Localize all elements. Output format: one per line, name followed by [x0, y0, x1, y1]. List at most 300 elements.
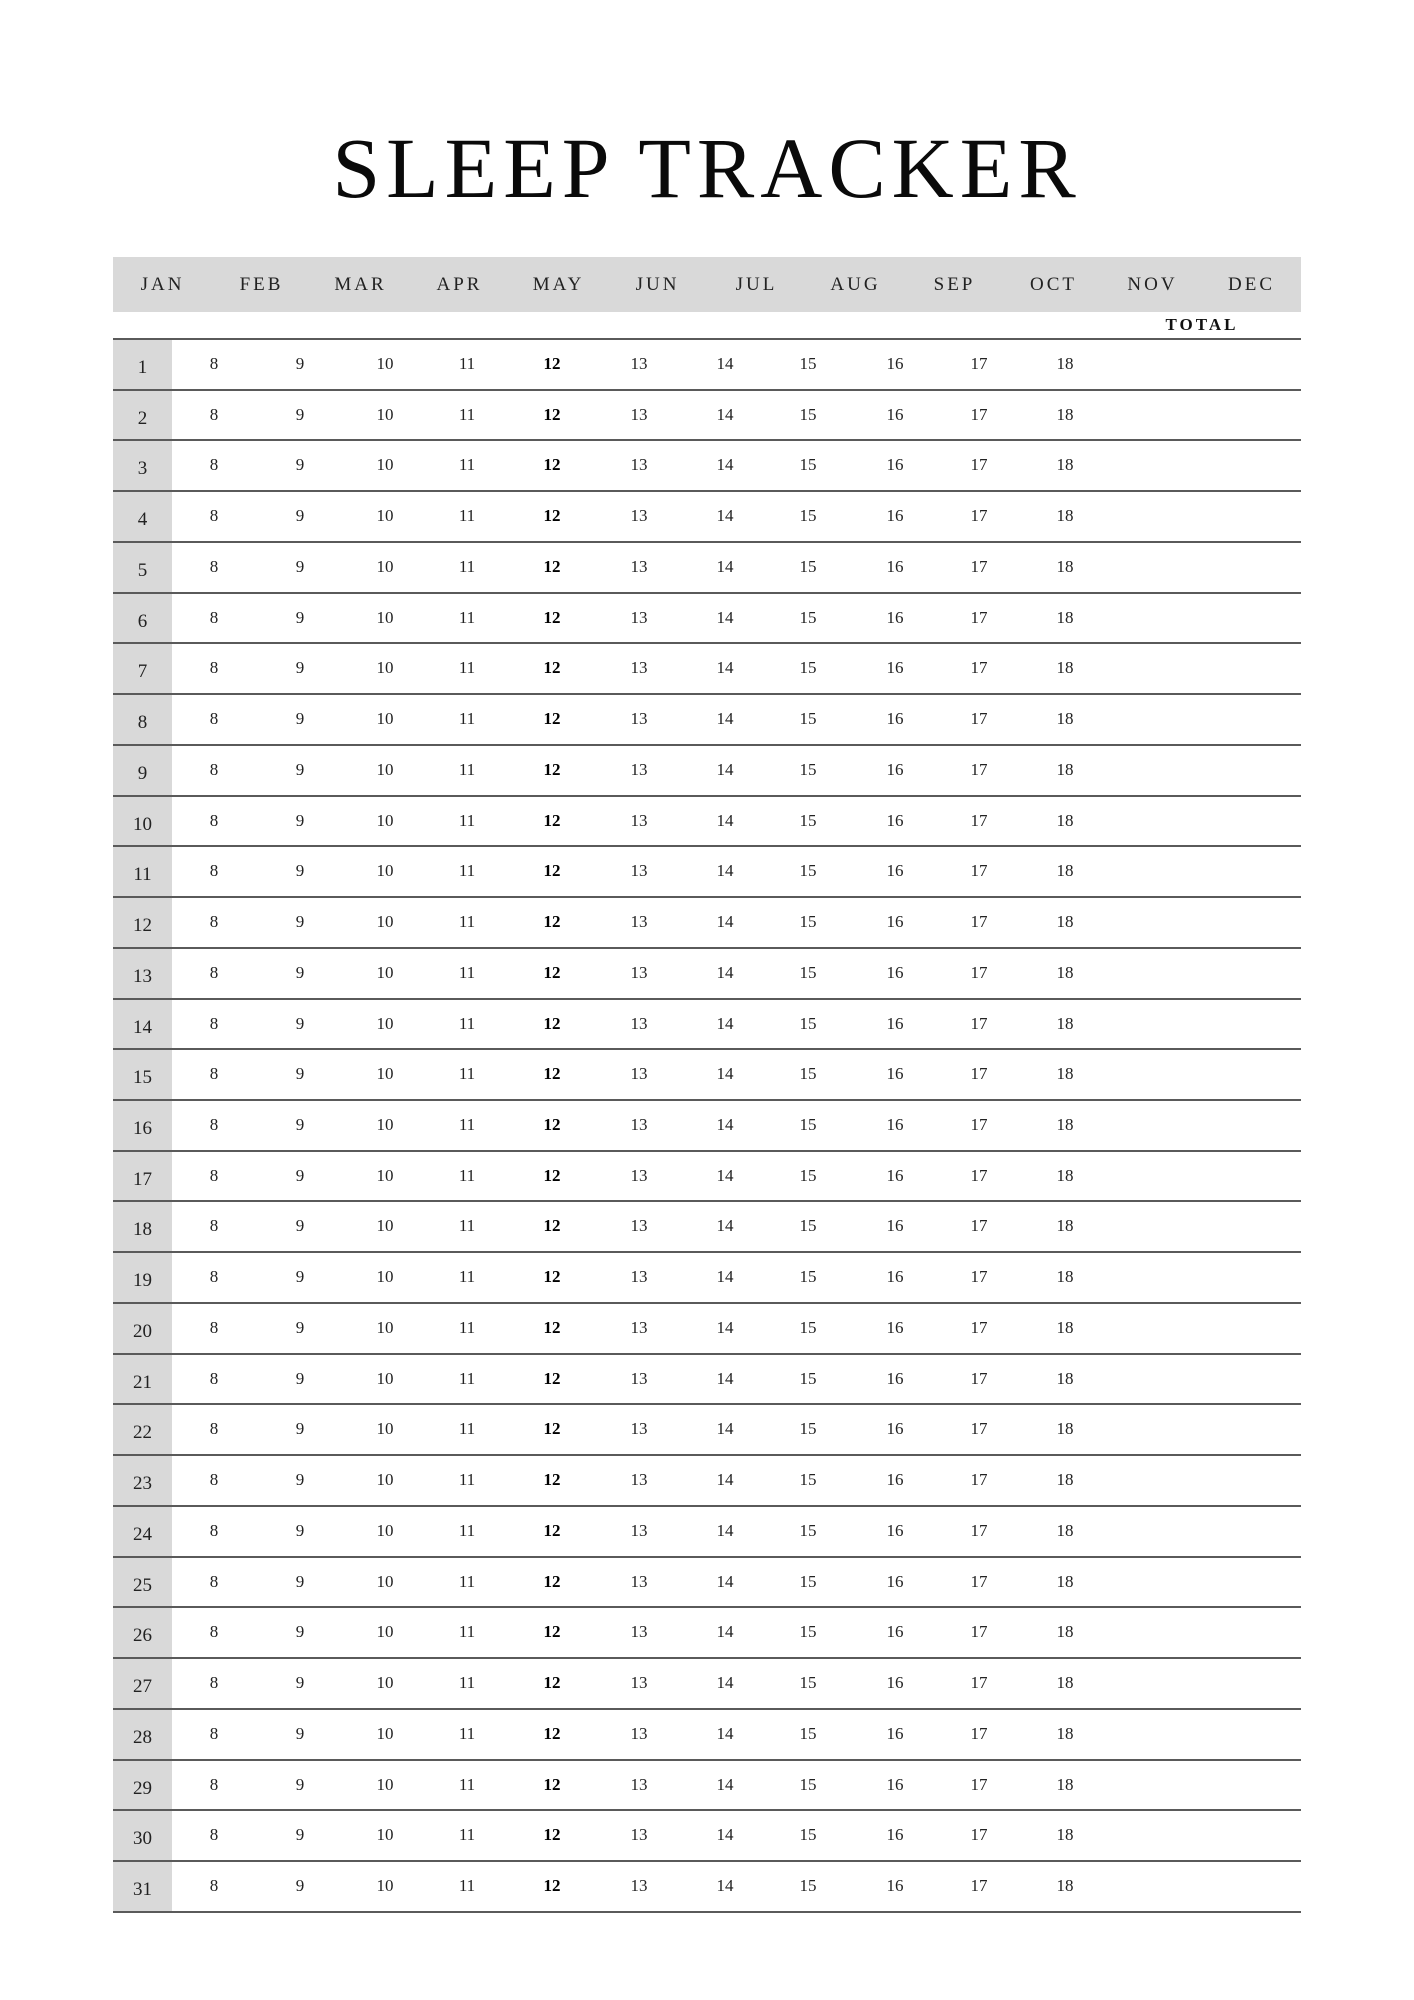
- hour-cell-16[interactable]: 16: [886, 354, 904, 373]
- hour-cell-17[interactable]: 17: [970, 658, 988, 678]
- hour-cell-15[interactable]: 15: [799, 1571, 817, 1591]
- hour-cell-9[interactable]: 9: [295, 912, 305, 932]
- hour-cell-18[interactable]: 18: [1056, 1013, 1074, 1033]
- hour-cell-8[interactable]: 8: [209, 1673, 219, 1693]
- total-cell[interactable]: [1153, 1761, 1301, 1810]
- hour-cell-10[interactable]: 10: [376, 1825, 394, 1845]
- hour-cell-8[interactable]: 8: [209, 861, 219, 881]
- total-cell[interactable]: [1153, 1355, 1301, 1404]
- hour-cell-10[interactable]: 10: [376, 1571, 394, 1591]
- hour-cell-18[interactable]: 18: [1056, 1876, 1074, 1896]
- hour-cell-11[interactable]: 11: [458, 962, 476, 982]
- hour-cell-8[interactable]: 8: [209, 556, 219, 576]
- hour-cell-12[interactable]: 12: [543, 455, 561, 475]
- hour-cell-8[interactable]: 8: [209, 1470, 219, 1490]
- hour-cell-9[interactable]: 9: [295, 962, 305, 982]
- hour-cell-12[interactable]: 12: [543, 1165, 561, 1185]
- hour-cell-11[interactable]: 11: [458, 759, 476, 779]
- hour-cell-8[interactable]: 8: [209, 759, 219, 779]
- hour-cell-11[interactable]: 11: [458, 1470, 476, 1490]
- hour-cell-16[interactable]: 16: [886, 759, 904, 779]
- hour-cell-8[interactable]: 8: [209, 912, 219, 932]
- hour-cell-17[interactable]: 17: [970, 404, 988, 424]
- hour-cell-11[interactable]: 11: [458, 1673, 476, 1693]
- hour-cell-12[interactable]: 12: [543, 1267, 561, 1287]
- hour-cell-9[interactable]: 9: [295, 1064, 305, 1084]
- hour-cell-15[interactable]: 15: [799, 1165, 817, 1185]
- hour-cell-14[interactable]: 14: [716, 404, 734, 424]
- hour-cell-13[interactable]: 13: [630, 607, 648, 627]
- hour-cell-16[interactable]: 16: [886, 1216, 904, 1236]
- hour-cell-10[interactable]: 10: [376, 506, 394, 526]
- hour-cell-8[interactable]: 8: [209, 1622, 219, 1642]
- hour-cell-13[interactable]: 13: [630, 1571, 648, 1591]
- hour-cell-11[interactable]: 11: [458, 1622, 476, 1642]
- total-cell[interactable]: [1153, 1862, 1301, 1911]
- hour-cell-12[interactable]: 12: [543, 1317, 561, 1337]
- hour-cell-10[interactable]: 10: [376, 1115, 394, 1135]
- hour-cell-16[interactable]: 16: [886, 607, 904, 627]
- hour-cell-8[interactable]: 8: [209, 506, 219, 526]
- hour-cell-10[interactable]: 10: [376, 1317, 394, 1337]
- hour-cell-16[interactable]: 16: [886, 556, 904, 576]
- hour-cell-18[interactable]: 18: [1056, 1470, 1074, 1490]
- hour-cell-14[interactable]: 14: [716, 1723, 734, 1743]
- hour-cell-10[interactable]: 10: [376, 658, 394, 678]
- total-cell[interactable]: [1153, 1811, 1301, 1860]
- hour-cell-10[interactable]: 10: [376, 1470, 394, 1490]
- hour-cell-10[interactable]: 10: [376, 1622, 394, 1642]
- hour-cell-8[interactable]: 8: [209, 1064, 219, 1084]
- hour-cell-14[interactable]: 14: [716, 1216, 734, 1236]
- hour-cell-16[interactable]: 16: [886, 455, 904, 475]
- hour-cell-16[interactable]: 16: [886, 1571, 904, 1591]
- hour-cell-11[interactable]: 11: [458, 1013, 476, 1033]
- hour-cell-14[interactable]: 14: [716, 1317, 734, 1337]
- hour-cell-12[interactable]: 12: [543, 912, 561, 932]
- hour-cell-10[interactable]: 10: [376, 759, 394, 779]
- hour-cell-14[interactable]: 14: [716, 455, 734, 475]
- hour-cell-12[interactable]: 12: [543, 1064, 561, 1084]
- hour-cell-8[interactable]: 8: [209, 1115, 219, 1135]
- hour-cell-13[interactable]: 13: [630, 1470, 648, 1490]
- hour-cell-16[interactable]: 16: [886, 1165, 904, 1185]
- hour-cell-15[interactable]: 15: [799, 962, 817, 982]
- hour-cell-18[interactable]: 18: [1056, 1419, 1074, 1439]
- hour-cell-16[interactable]: 16: [886, 1115, 904, 1135]
- hour-cell-15[interactable]: 15: [799, 1216, 817, 1236]
- hour-cell-17[interactable]: 17: [970, 1165, 988, 1185]
- total-cell[interactable]: [1153, 644, 1301, 693]
- total-cell[interactable]: [1153, 1710, 1301, 1759]
- hour-cell-8[interactable]: 8: [209, 354, 219, 373]
- hour-cell-11[interactable]: 11: [458, 607, 476, 627]
- hour-cell-18[interactable]: 18: [1056, 861, 1074, 881]
- hour-cell-17[interactable]: 17: [970, 1774, 988, 1794]
- hour-cell-15[interactable]: 15: [799, 1317, 817, 1337]
- hour-cell-9[interactable]: 9: [295, 1165, 305, 1185]
- hour-cell-13[interactable]: 13: [630, 1825, 648, 1845]
- hour-cell-9[interactable]: 9: [295, 810, 305, 830]
- hour-cell-17[interactable]: 17: [970, 455, 988, 475]
- hour-cell-11[interactable]: 11: [458, 1825, 476, 1845]
- hour-cell-9[interactable]: 9: [295, 1876, 305, 1896]
- hour-cell-18[interactable]: 18: [1056, 1267, 1074, 1287]
- hour-cell-17[interactable]: 17: [970, 962, 988, 982]
- hour-cell-8[interactable]: 8: [209, 1571, 219, 1591]
- hour-cell-13[interactable]: 13: [630, 1267, 648, 1287]
- hour-cell-14[interactable]: 14: [716, 1419, 734, 1439]
- hour-cell-12[interactable]: 12: [543, 1723, 561, 1743]
- hour-cell-10[interactable]: 10: [376, 1673, 394, 1693]
- hour-cell-18[interactable]: 18: [1056, 1622, 1074, 1642]
- hour-cell-10[interactable]: 10: [376, 1267, 394, 1287]
- hour-cell-15[interactable]: 15: [799, 1064, 817, 1084]
- hour-cell-13[interactable]: 13: [630, 1064, 648, 1084]
- hour-cell-18[interactable]: 18: [1056, 1216, 1074, 1236]
- hour-cell-11[interactable]: 11: [458, 709, 476, 729]
- hour-cell-16[interactable]: 16: [886, 1825, 904, 1845]
- total-cell[interactable]: [1153, 1608, 1301, 1657]
- hour-cell-8[interactable]: 8: [209, 1317, 219, 1337]
- total-cell[interactable]: [1153, 441, 1301, 490]
- hour-cell-15[interactable]: 15: [799, 709, 817, 729]
- hour-cell-16[interactable]: 16: [886, 962, 904, 982]
- hour-cell-11[interactable]: 11: [458, 861, 476, 881]
- hour-cell-18[interactable]: 18: [1056, 354, 1074, 373]
- hour-cell-13[interactable]: 13: [630, 1673, 648, 1693]
- hour-cell-17[interactable]: 17: [970, 1317, 988, 1337]
- hour-cell-17[interactable]: 17: [970, 1064, 988, 1084]
- hour-cell-12[interactable]: 12: [543, 658, 561, 678]
- hour-cell-15[interactable]: 15: [799, 556, 817, 576]
- hour-cell-11[interactable]: 11: [458, 1876, 476, 1896]
- hour-cell-16[interactable]: 16: [886, 1267, 904, 1287]
- hour-cell-12[interactable]: 12: [543, 1419, 561, 1439]
- hour-cell-17[interactable]: 17: [970, 1013, 988, 1033]
- hour-cell-18[interactable]: 18: [1056, 709, 1074, 729]
- hour-cell-15[interactable]: 15: [799, 1774, 817, 1794]
- hour-cell-15[interactable]: 15: [799, 861, 817, 881]
- hour-cell-18[interactable]: 18: [1056, 506, 1074, 526]
- total-cell[interactable]: [1153, 746, 1301, 795]
- hour-cell-14[interactable]: 14: [716, 810, 734, 830]
- hour-cell-16[interactable]: 16: [886, 1470, 904, 1490]
- hour-cell-10[interactable]: 10: [376, 1165, 394, 1185]
- hour-cell-12[interactable]: 12: [543, 962, 561, 982]
- hour-cell-9[interactable]: 9: [295, 1723, 305, 1743]
- hour-cell-9[interactable]: 9: [295, 709, 305, 729]
- hour-cell-17[interactable]: 17: [970, 506, 988, 526]
- hour-cell-9[interactable]: 9: [295, 1216, 305, 1236]
- hour-cell-11[interactable]: 11: [458, 810, 476, 830]
- hour-cell-15[interactable]: 15: [799, 912, 817, 932]
- hour-cell-12[interactable]: 12: [543, 1013, 561, 1033]
- hour-cell-17[interactable]: 17: [970, 709, 988, 729]
- hour-cell-18[interactable]: 18: [1056, 1825, 1074, 1845]
- hour-cell-8[interactable]: 8: [209, 810, 219, 830]
- total-cell[interactable]: [1153, 1000, 1301, 1049]
- hour-cell-13[interactable]: 13: [630, 404, 648, 424]
- hour-cell-12[interactable]: 12: [543, 556, 561, 576]
- hour-cell-8[interactable]: 8: [209, 1723, 219, 1743]
- hour-cell-12[interactable]: 12: [543, 861, 561, 881]
- hour-cell-11[interactable]: 11: [458, 1520, 476, 1540]
- hour-cell-15[interactable]: 15: [799, 1520, 817, 1540]
- hour-cell-8[interactable]: 8: [209, 962, 219, 982]
- hour-cell-12[interactable]: 12: [543, 506, 561, 526]
- hour-cell-12[interactable]: 12: [543, 1622, 561, 1642]
- hour-cell-9[interactable]: 9: [295, 1267, 305, 1287]
- hour-cell-18[interactable]: 18: [1056, 607, 1074, 627]
- hour-cell-17[interactable]: 17: [970, 810, 988, 830]
- hour-cell-14[interactable]: 14: [716, 1876, 734, 1896]
- hour-cell-12[interactable]: 12: [543, 1571, 561, 1591]
- hour-cell-16[interactable]: 16: [886, 1013, 904, 1033]
- total-cell[interactable]: [1153, 695, 1301, 744]
- hour-cell-13[interactable]: 13: [630, 506, 648, 526]
- hour-cell-18[interactable]: 18: [1056, 455, 1074, 475]
- hour-cell-13[interactable]: 13: [630, 1723, 648, 1743]
- hour-cell-9[interactable]: 9: [295, 1419, 305, 1439]
- hour-cell-16[interactable]: 16: [886, 1876, 904, 1896]
- hour-cell-8[interactable]: 8: [209, 1267, 219, 1287]
- hour-cell-14[interactable]: 14: [716, 861, 734, 881]
- hour-cell-17[interactable]: 17: [970, 1267, 988, 1287]
- hour-cell-11[interactable]: 11: [458, 455, 476, 475]
- hour-cell-9[interactable]: 9: [295, 1774, 305, 1794]
- hour-cell-9[interactable]: 9: [295, 1673, 305, 1693]
- hour-cell-14[interactable]: 14: [716, 1064, 734, 1084]
- total-cell[interactable]: [1153, 898, 1301, 947]
- hour-cell-10[interactable]: 10: [376, 1774, 394, 1794]
- hour-cell-16[interactable]: 16: [886, 404, 904, 424]
- hour-cell-17[interactable]: 17: [970, 759, 988, 779]
- hour-cell-18[interactable]: 18: [1056, 1317, 1074, 1337]
- total-cell[interactable]: [1153, 1304, 1301, 1353]
- hour-cell-12[interactable]: 12: [543, 1368, 561, 1388]
- hour-cell-17[interactable]: 17: [970, 1825, 988, 1845]
- hour-cell-10[interactable]: 10: [376, 354, 394, 373]
- hour-cell-9[interactable]: 9: [295, 861, 305, 881]
- hour-cell-18[interactable]: 18: [1056, 1368, 1074, 1388]
- hour-cell-13[interactable]: 13: [630, 658, 648, 678]
- hour-cell-18[interactable]: 18: [1056, 1115, 1074, 1135]
- hour-cell-8[interactable]: 8: [209, 1165, 219, 1185]
- hour-cell-11[interactable]: 11: [458, 404, 476, 424]
- hour-cell-14[interactable]: 14: [716, 658, 734, 678]
- hour-cell-13[interactable]: 13: [630, 709, 648, 729]
- hour-cell-11[interactable]: 11: [458, 1115, 476, 1135]
- hour-cell-17[interactable]: 17: [970, 1419, 988, 1439]
- total-cell[interactable]: [1153, 543, 1301, 592]
- hour-cell-12[interactable]: 12: [543, 1825, 561, 1845]
- hour-cell-8[interactable]: 8: [209, 1368, 219, 1388]
- total-cell[interactable]: [1153, 949, 1301, 998]
- hour-cell-17[interactable]: 17: [970, 1368, 988, 1388]
- hour-cell-17[interactable]: 17: [970, 1571, 988, 1591]
- hour-cell-12[interactable]: 12: [543, 1876, 561, 1896]
- hour-cell-12[interactable]: 12: [543, 1774, 561, 1794]
- total-cell[interactable]: [1153, 594, 1301, 643]
- hour-cell-18[interactable]: 18: [1056, 912, 1074, 932]
- hour-cell-15[interactable]: 15: [799, 658, 817, 678]
- hour-cell-8[interactable]: 8: [209, 607, 219, 627]
- hour-cell-14[interactable]: 14: [716, 962, 734, 982]
- hour-cell-16[interactable]: 16: [886, 506, 904, 526]
- hour-cell-11[interactable]: 11: [458, 556, 476, 576]
- hour-cell-10[interactable]: 10: [376, 1216, 394, 1236]
- hour-cell-11[interactable]: 11: [458, 354, 476, 373]
- hour-cell-14[interactable]: 14: [716, 1673, 734, 1693]
- hour-cell-14[interactable]: 14: [716, 556, 734, 576]
- hour-cell-14[interactable]: 14: [716, 1622, 734, 1642]
- hour-cell-13[interactable]: 13: [630, 861, 648, 881]
- hour-cell-14[interactable]: 14: [716, 1470, 734, 1490]
- hour-cell-17[interactable]: 17: [970, 1470, 988, 1490]
- hour-cell-16[interactable]: 16: [886, 1622, 904, 1642]
- total-cell[interactable]: [1153, 1202, 1301, 1251]
- hour-cell-18[interactable]: 18: [1056, 1165, 1074, 1185]
- hour-cell-13[interactable]: 13: [630, 354, 648, 373]
- hour-cell-17[interactable]: 17: [970, 1723, 988, 1743]
- hour-cell-18[interactable]: 18: [1056, 810, 1074, 830]
- hour-cell-16[interactable]: 16: [886, 1673, 904, 1693]
- hour-cell-8[interactable]: 8: [209, 1520, 219, 1540]
- hour-cell-18[interactable]: 18: [1056, 1064, 1074, 1084]
- hour-cell-10[interactable]: 10: [376, 556, 394, 576]
- hour-cell-15[interactable]: 15: [799, 1368, 817, 1388]
- hour-cell-16[interactable]: 16: [886, 1774, 904, 1794]
- hour-cell-9[interactable]: 9: [295, 1571, 305, 1591]
- hour-cell-9[interactable]: 9: [295, 658, 305, 678]
- hour-cell-8[interactable]: 8: [209, 709, 219, 729]
- hour-cell-10[interactable]: 10: [376, 912, 394, 932]
- hour-cell-10[interactable]: 10: [376, 810, 394, 830]
- hour-cell-11[interactable]: 11: [458, 1064, 476, 1084]
- hour-cell-13[interactable]: 13: [630, 1115, 648, 1135]
- hour-cell-15[interactable]: 15: [799, 455, 817, 475]
- hour-cell-9[interactable]: 9: [295, 1470, 305, 1490]
- hour-cell-9[interactable]: 9: [295, 455, 305, 475]
- hour-cell-9[interactable]: 9: [295, 1520, 305, 1540]
- hour-cell-8[interactable]: 8: [209, 1825, 219, 1845]
- hour-cell-15[interactable]: 15: [799, 1267, 817, 1287]
- hour-cell-16[interactable]: 16: [886, 861, 904, 881]
- hour-cell-18[interactable]: 18: [1056, 962, 1074, 982]
- hour-cell-14[interactable]: 14: [716, 1368, 734, 1388]
- hour-cell-12[interactable]: 12: [543, 1470, 561, 1490]
- total-cell[interactable]: [1153, 1558, 1301, 1607]
- hour-cell-13[interactable]: 13: [630, 1165, 648, 1185]
- hour-cell-10[interactable]: 10: [376, 455, 394, 475]
- hour-cell-11[interactable]: 11: [458, 658, 476, 678]
- hour-cell-16[interactable]: 16: [886, 1520, 904, 1540]
- hour-cell-14[interactable]: 14: [716, 1520, 734, 1540]
- hour-cell-14[interactable]: 14: [716, 1013, 734, 1033]
- hour-cell-10[interactable]: 10: [376, 607, 394, 627]
- hour-cell-17[interactable]: 17: [970, 1673, 988, 1693]
- hour-cell-15[interactable]: 15: [799, 1419, 817, 1439]
- hour-cell-9[interactable]: 9: [295, 506, 305, 526]
- hour-cell-13[interactable]: 13: [630, 556, 648, 576]
- hour-cell-13[interactable]: 13: [630, 1317, 648, 1337]
- hour-cell-9[interactable]: 9: [295, 1825, 305, 1845]
- hour-cell-17[interactable]: 17: [970, 861, 988, 881]
- hour-cell-14[interactable]: 14: [716, 1267, 734, 1287]
- hour-cell-9[interactable]: 9: [295, 1317, 305, 1337]
- hour-cell-18[interactable]: 18: [1056, 759, 1074, 779]
- hour-cell-11[interactable]: 11: [458, 1165, 476, 1185]
- hour-cell-15[interactable]: 15: [799, 1013, 817, 1033]
- hour-cell-18[interactable]: 18: [1056, 1571, 1074, 1591]
- hour-cell-9[interactable]: 9: [295, 1622, 305, 1642]
- hour-cell-17[interactable]: 17: [970, 607, 988, 627]
- hour-cell-16[interactable]: 16: [886, 1317, 904, 1337]
- hour-cell-18[interactable]: 18: [1056, 1774, 1074, 1794]
- hour-cell-17[interactable]: 17: [970, 1622, 988, 1642]
- hour-cell-9[interactable]: 9: [295, 556, 305, 576]
- hour-cell-16[interactable]: 16: [886, 810, 904, 830]
- hour-cell-17[interactable]: 17: [970, 556, 988, 576]
- total-cell[interactable]: [1153, 1456, 1301, 1505]
- hour-cell-14[interactable]: 14: [716, 912, 734, 932]
- hour-cell-10[interactable]: 10: [376, 962, 394, 982]
- hour-cell-13[interactable]: 13: [630, 1013, 648, 1033]
- hour-cell-14[interactable]: 14: [716, 1115, 734, 1135]
- total-cell[interactable]: [1153, 847, 1301, 896]
- hour-cell-10[interactable]: 10: [376, 1876, 394, 1896]
- hour-cell-11[interactable]: 11: [458, 1571, 476, 1591]
- hour-cell-11[interactable]: 11: [458, 1774, 476, 1794]
- total-cell[interactable]: [1153, 1152, 1301, 1201]
- hour-cell-12[interactable]: 12: [543, 759, 561, 779]
- hour-cell-14[interactable]: 14: [716, 1825, 734, 1845]
- hour-cell-8[interactable]: 8: [209, 1216, 219, 1236]
- hour-cell-13[interactable]: 13: [630, 1419, 648, 1439]
- hour-cell-9[interactable]: 9: [295, 759, 305, 779]
- hour-cell-12[interactable]: 12: [543, 1115, 561, 1135]
- hour-cell-17[interactable]: 17: [970, 1115, 988, 1135]
- hour-cell-12[interactable]: 12: [543, 404, 561, 424]
- hour-cell-18[interactable]: 18: [1056, 1673, 1074, 1693]
- hour-cell-11[interactable]: 11: [458, 1267, 476, 1287]
- hour-cell-14[interactable]: 14: [716, 709, 734, 729]
- total-cell[interactable]: [1153, 391, 1301, 440]
- hour-cell-14[interactable]: 14: [716, 1165, 734, 1185]
- hour-cell-12[interactable]: 12: [543, 607, 561, 627]
- hour-cell-13[interactable]: 13: [630, 1368, 648, 1388]
- hour-cell-13[interactable]: 13: [630, 1876, 648, 1896]
- hour-cell-18[interactable]: 18: [1056, 404, 1074, 424]
- hour-cell-16[interactable]: 16: [886, 1064, 904, 1084]
- hour-cell-10[interactable]: 10: [376, 861, 394, 881]
- hour-cell-16[interactable]: 16: [886, 709, 904, 729]
- hour-cell-15[interactable]: 15: [799, 506, 817, 526]
- total-cell[interactable]: [1153, 1659, 1301, 1708]
- hour-cell-13[interactable]: 13: [630, 455, 648, 475]
- hour-cell-15[interactable]: 15: [799, 1723, 817, 1743]
- hour-cell-17[interactable]: 17: [970, 1520, 988, 1540]
- hour-cell-16[interactable]: 16: [886, 912, 904, 932]
- hour-cell-11[interactable]: 11: [458, 1368, 476, 1388]
- hour-cell-15[interactable]: 15: [799, 1115, 817, 1135]
- hour-cell-16[interactable]: 16: [886, 1368, 904, 1388]
- hour-cell-15[interactable]: 15: [799, 354, 817, 373]
- hour-cell-18[interactable]: 18: [1056, 658, 1074, 678]
- hour-cell-14[interactable]: 14: [716, 1571, 734, 1591]
- hour-cell-10[interactable]: 10: [376, 404, 394, 424]
